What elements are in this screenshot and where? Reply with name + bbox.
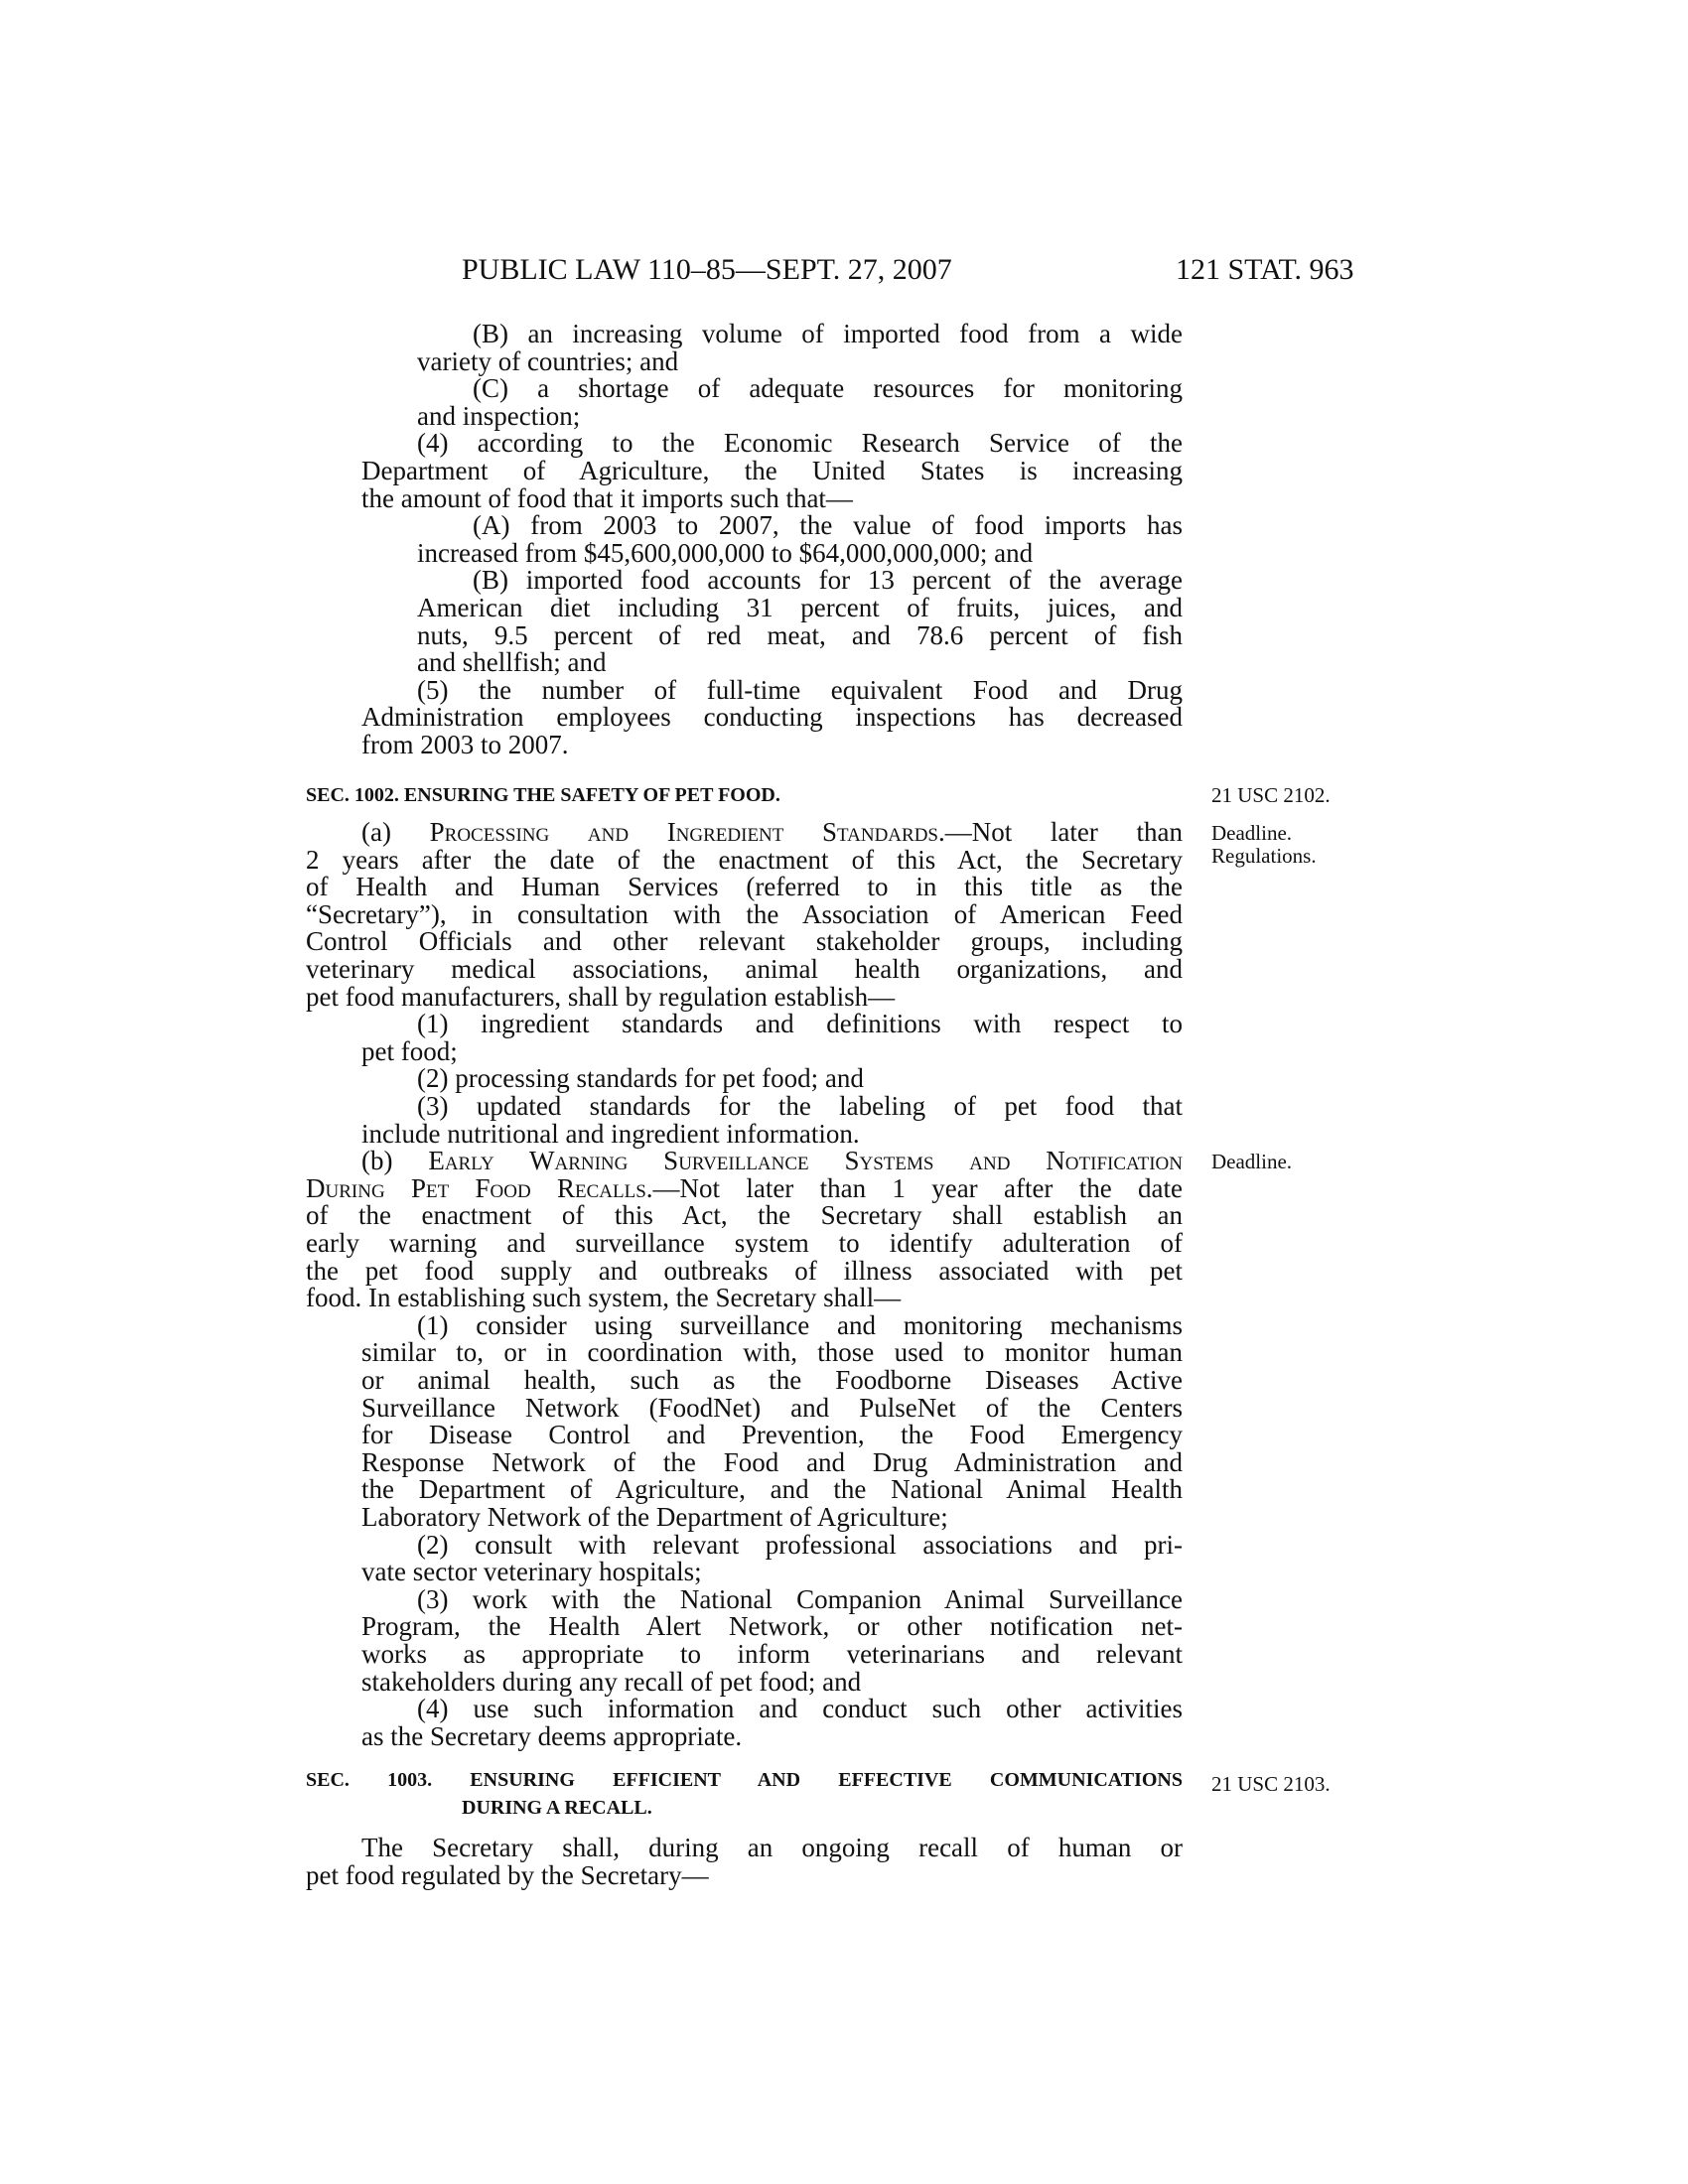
text-line: for Disease Control and Prevention, the Food Emergency (361, 1420, 1183, 1450)
paragraph (306, 1696, 1183, 1750)
paragraph (306, 321, 1183, 375)
margin-note-usc-2102: 21 USC 2102. (1211, 783, 1331, 807)
findings-continued (306, 321, 1183, 759)
paragraph (306, 512, 1183, 567)
text-line: vate sector veterinary hospitals; (361, 1557, 702, 1587)
margin-note-regulations: Regulations. (1211, 844, 1317, 868)
text-line: as the Secretary deems appropriate. (361, 1720, 743, 1751)
text-line: Response Network of the Food and Drug Administration and (361, 1446, 1183, 1477)
running-header-page: 121 STAT. 963 (1176, 253, 1354, 286)
text-line: (2) consult with relevant professional associations and pri- (417, 1529, 1183, 1560)
text-line: Surveillance Network (FoodNet) and PulseNet of the Centers (361, 1392, 1183, 1423)
text-line: Administration employees conducting inspections has decreased (361, 702, 1183, 733)
text-line: stakeholders during any recall of pet food; and (361, 1666, 862, 1697)
text-line: pet food manufacturers, shall by regulation establish— (306, 981, 896, 1012)
section-1003-text (306, 1835, 1183, 1889)
text-line: (A) from 2003 to 2007, the value of food imports has (473, 510, 1183, 541)
text-segment: .—Not later than 1 year after the date (645, 1172, 1183, 1203)
text-line: similar to, or in coordination with, those used to monitor human (361, 1337, 1183, 1368)
text-line: from 2003 to 2007. (361, 729, 569, 759)
text-line: American diet including 31 percent of fruits, juices, and (417, 592, 1183, 622)
text-line: 2 years after the date of the enactment of this Act, the Secretary (306, 844, 1183, 875)
paragraph (306, 567, 1183, 676)
text-line (306, 1148, 1183, 1175)
text-line: The Secretary shall, during an ongoing recall of human or (361, 1833, 1183, 1863)
paragraph (306, 1529, 1183, 1587)
text-line: variety of countries; and (417, 345, 679, 376)
paragraph (306, 1583, 1183, 1697)
text-line: (C) a shortage of adequate resources for monitoring (473, 373, 1183, 404)
text-line: increased from $45,600,000,000 to $64,000,000,000; and (417, 537, 1034, 568)
section-1002-text (306, 819, 1183, 1750)
text-line: “Secretary”), in consultation with the Association of American Feed (306, 898, 1183, 929)
paragraph (306, 1065, 1183, 1093)
text-line: (4) according to the Economic Research Service of the (417, 428, 1183, 459)
text-line: food. In establishing such system, the Secretary shall— (306, 1283, 902, 1313)
text-line: nuts, 9.5 percent of red meat, and 78.6 percent of fish (417, 619, 1183, 650)
text-line: (3) work with the National Companion Animal Surveillance (417, 1583, 1183, 1614)
text-line: veterinary medical associations, animal health organizations, and (306, 954, 1183, 985)
text-line: (B) an increasing volume of imported food from a wide (473, 319, 1183, 348)
text-line: of Health and Human Services (referred to in this title as the (306, 872, 1183, 902)
text-line: include nutritional and ingredient information. (361, 1118, 860, 1149)
text-line: (1) consider using surveillance and monitoring mechanisms (417, 1309, 1183, 1340)
text-segment: .—Not later than (937, 817, 1183, 848)
paragraph (306, 674, 1183, 759)
text-line (306, 1172, 1183, 1203)
margin-note-deadline-b: Deadline. (1211, 1150, 1293, 1173)
text-line: (B) imported food accounts for 13 percent of the average (473, 565, 1183, 596)
paragraph (306, 375, 1183, 430)
text-segment: (a) (361, 817, 430, 848)
paragraph (306, 430, 1183, 512)
text-line: Laboratory Network of the Department of Agriculture; (361, 1501, 948, 1532)
subsection-title: Processing and Ingredient Standards (429, 817, 938, 848)
paragraph (306, 1148, 1183, 1312)
text-line: Control Officials and other relevant stakeholder groups, including (306, 926, 1183, 957)
statute-body (306, 321, 1183, 1890)
margin-note-usc-2103: 21 USC 2103. (1211, 1772, 1331, 1796)
text-line: Department of Agriculture, the United States is increasing (361, 455, 1183, 485)
text-line: the pet food supply and outbreaks of illness associated with pet (306, 1255, 1183, 1286)
section-heading-1002: SEC. 1002. ENSURING THE SAFETY OF PET FOOD. (306, 783, 780, 806)
text-line: of the enactment of this Act, the Secretary shall establish an (306, 1200, 1183, 1231)
subsection-title: Early Warning Surveillance Systems and Notification (428, 1146, 1184, 1176)
text-line: or animal health, such as the Foodborne Diseases Active (361, 1364, 1183, 1395)
text-line: and shellfish; and (417, 647, 607, 678)
text-line: works as appropriate to inform veterinarians and relevant (361, 1638, 1183, 1669)
paragraph (306, 1835, 1183, 1889)
running-header-title: PUBLIC LAW 110–85—SEPT. 27, 2007 (462, 253, 952, 286)
text-line: pet food; (361, 1035, 458, 1066)
text-line (306, 819, 1183, 847)
text-line: (3) updated standards for the labeling of pet food that (417, 1091, 1183, 1122)
text-line: Program, the Health Alert Network, or other notification net- (361, 1611, 1183, 1642)
text-line: the Department of Agriculture, and the National Animal Health (361, 1474, 1183, 1505)
subsection-title: During Pet Food Recalls (306, 1172, 646, 1203)
paragraph (306, 1093, 1183, 1148)
margin-note-deadline: Deadline. (1211, 821, 1293, 845)
text-line: (4) use such information and conduct such other activities (417, 1694, 1183, 1724)
paragraph (306, 819, 1183, 1011)
text-segment: (b) (361, 1146, 429, 1176)
section-heading-1003-continued: DURING A RECALL. (462, 1796, 652, 1819)
text-line: (5) the number of full-time equivalent Food and Drug (417, 674, 1183, 705)
text-line: (2) processing standards for pet food; and (417, 1063, 864, 1094)
text-line: early warning and surveillance system to identify adulteration of (306, 1228, 1183, 1258)
paragraph (306, 1011, 1183, 1065)
text-line: the amount of food that it imports such that— (361, 482, 853, 513)
text-line: and inspection; (417, 400, 581, 431)
text-line: pet food regulated by the Secretary— (306, 1860, 709, 1891)
section-heading-1003: SEC. 1003. ENSURING EFFICIENT AND EFFECTIVE COMMUNICATIONS (306, 1769, 1183, 1792)
text-line: (1) ingredient standards and definitions with respect to (417, 1009, 1183, 1039)
paragraph (306, 1309, 1183, 1532)
